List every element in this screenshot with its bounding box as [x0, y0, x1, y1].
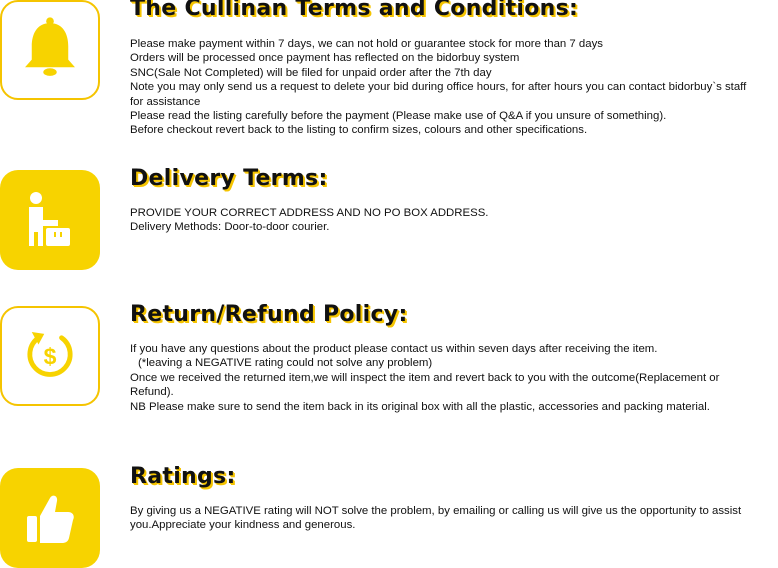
thumbs-up-icon [0, 468, 100, 568]
refund-line: If you have any questions about the product please contact us within seven days after receiving the item. [130, 343, 658, 355]
refund-line: (*leaving a NEGATIVE rating could not solve any problem) [138, 357, 433, 370]
refund-line: Once we received the returned item,we will inspect the item and revert back to you with the outcome(Replacement or Refund). [130, 371, 720, 399]
svg-text:$: $ [43, 343, 57, 370]
refund-icon-box [0, 306, 100, 406]
delivery-person-icon [0, 170, 100, 270]
delivery-line: PROVIDE YOUR CORRECT ADDRESS AND NO PO BOX ADDRESS. [130, 207, 489, 219]
delivery-line: Delivery Methods: Door-to-door courier. [130, 221, 330, 234]
terms-line: Please read the listing carefully before the payment (Please make use of Q&A if you unsure of something). [130, 110, 667, 123]
terms-line: Orders will be processed once payment has reflected on the bidorbuy system [130, 52, 520, 65]
refund-line: NB Please make sure to send the item back in its original box with all the plastic, accessories and packing material. [130, 400, 710, 413]
refund-body [130, 342, 750, 414]
ratings-body [130, 504, 750, 533]
ratings-line: By giving us a NEGATIVE rating will NOT solve the problem, by emailing or calling us will give us the opportunity to assist you.Appreciate your kindness and generous. [130, 505, 742, 532]
bell-icon [2, 2, 98, 98]
delivery-body [130, 206, 750, 235]
ratings-icon-box [0, 468, 100, 568]
terms-icon-box [0, 0, 100, 100]
delivery-title: Delivery Terms: [130, 166, 328, 191]
terms-line: Note you may only send us a request to delete your bid during office hours, for after hours you can contact bidorbuy`s staff for assistance [130, 81, 747, 108]
terms-line: Before checkout revert back to the listing to confirm sizes, colours and other specifications. [130, 124, 588, 137]
terms-line: SNC(Sale Not Completed) will be filed for unpaid order after the 7th day [130, 66, 492, 79]
terms-line: Please make payment within 7 days, we can not hold or guarantee stock for more than 7 days [130, 38, 603, 50]
delivery-icon-box [0, 170, 100, 270]
refund-title: Return/Refund Policy: [130, 302, 408, 327]
terms-body [130, 37, 750, 138]
ratings-title: Ratings: [130, 464, 236, 489]
terms-title: The Cullinan Terms and Conditions: [130, 0, 579, 21]
refund-dollar-icon [2, 308, 98, 404]
